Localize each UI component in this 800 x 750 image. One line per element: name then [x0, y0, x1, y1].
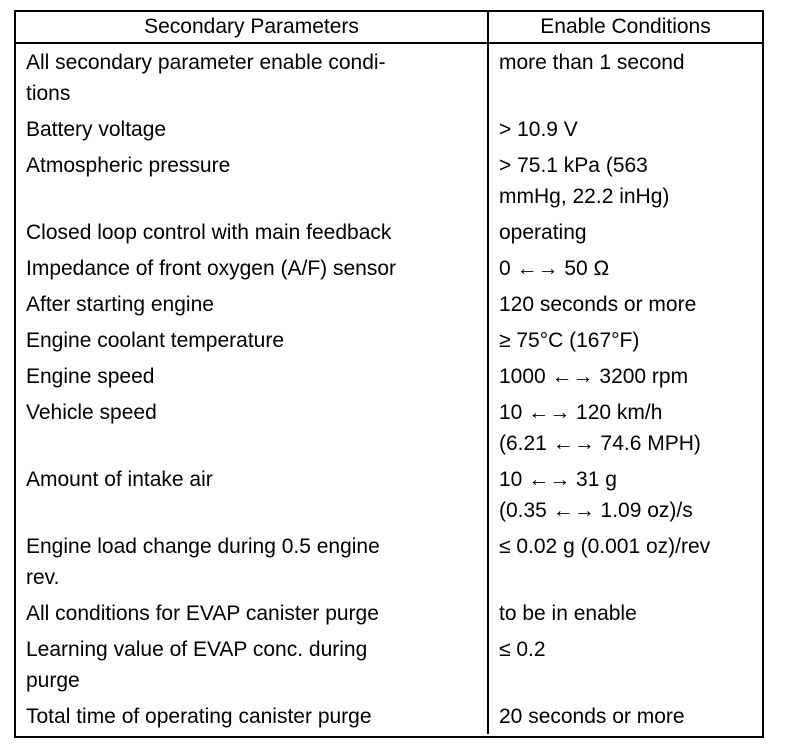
condition-text: more than 1 second [499, 51, 685, 74]
condition-cell [488, 461, 762, 528]
parameter-text: Impedance of front oxygen (A/F) sensor [26, 257, 397, 280]
condition-cell [488, 595, 762, 631]
parameter-text: Vehicle speed [26, 401, 157, 424]
parameter-cell [16, 698, 488, 734]
condition-cell [488, 698, 762, 734]
condition-text: ≤ 0.02 g (0.001 oz)/rev [499, 535, 711, 558]
table-body [16, 43, 762, 734]
condition-text: operating [499, 221, 587, 244]
condition-text: ≤ 0.2 [499, 638, 546, 661]
parameter-cell [16, 111, 488, 147]
parameter-cell [16, 322, 488, 358]
parameter-cell [16, 461, 488, 528]
table-row [16, 595, 762, 631]
table-row [16, 286, 762, 322]
condition-text: 20 seconds or more [499, 705, 685, 728]
condition-cell [488, 214, 762, 250]
table-row [16, 394, 762, 461]
table-row [16, 111, 762, 147]
parameter-text: Engine coolant temperature [26, 329, 284, 352]
table-row [16, 322, 762, 358]
parameter-text: purge [26, 669, 80, 692]
parameter-text: All conditions for EVAP canister purge [26, 602, 379, 625]
table-row [16, 147, 762, 214]
table-header-row [16, 12, 762, 43]
parameter-text: tions [26, 82, 71, 105]
enable-conditions-table [16, 12, 762, 734]
enable-conditions-table-frame [14, 10, 764, 738]
parameter-cell [16, 286, 488, 322]
condition-cell [488, 631, 762, 698]
condition-text: (0.35 ←→ 1.09 oz)/s [499, 499, 693, 522]
parameter-text: Closed loop control with main feedback [26, 221, 392, 244]
header-secondary-parameters: Secondary Parameters [16, 12, 488, 43]
parameter-text: Engine speed [26, 365, 155, 388]
table-row [16, 214, 762, 250]
parameter-cell [16, 250, 488, 286]
condition-text: 1000 ←→ 3200 rpm [499, 365, 689, 388]
condition-text: > 75.1 kPa (563 [499, 154, 648, 177]
table-row [16, 631, 762, 698]
parameter-cell [16, 394, 488, 461]
table-row [16, 43, 762, 111]
parameter-cell [16, 631, 488, 698]
parameter-text: All secondary parameter enable condi- [26, 51, 386, 74]
condition-cell [488, 322, 762, 358]
condition-text: mmHg, 22.2 inHg) [499, 185, 670, 208]
condition-cell [488, 250, 762, 286]
condition-text: 10 ←→ 120 km/h [499, 401, 663, 424]
parameter-text: rev. [26, 566, 60, 589]
parameter-cell [16, 214, 488, 250]
condition-text: to be in enable [499, 602, 637, 625]
table-row [16, 358, 762, 394]
parameter-text: Total time of operating canister purge [26, 705, 372, 728]
parameter-text: Learning value of EVAP conc. during [26, 638, 368, 661]
parameter-text: After starting engine [26, 293, 214, 316]
condition-cell [488, 147, 762, 214]
parameter-text: Amount of intake air [26, 468, 213, 491]
parameter-text: Atmospheric pressure [26, 154, 231, 177]
condition-text: 0 ←→ 50 Ω [499, 257, 610, 280]
parameter-cell [16, 358, 488, 394]
header-enable-conditions: Enable Conditions [488, 12, 762, 43]
condition-text: 120 seconds or more [499, 293, 697, 316]
parameter-cell [16, 595, 488, 631]
parameter-text: Engine load change during 0.5 engine [26, 535, 380, 558]
condition-text: (6.21 ←→ 74.6 MPH) [499, 432, 701, 455]
parameter-cell [16, 43, 488, 111]
table-row [16, 461, 762, 528]
parameter-cell [16, 528, 488, 595]
condition-cell [488, 394, 762, 461]
condition-cell [488, 358, 762, 394]
condition-cell [488, 43, 762, 111]
parameter-cell [16, 147, 488, 214]
condition-cell [488, 111, 762, 147]
condition-cell [488, 528, 762, 595]
condition-text: 10 ←→ 31 g [499, 468, 617, 491]
table-row [16, 250, 762, 286]
condition-text: ≥ 75°C (167°F) [499, 329, 640, 352]
condition-text: > 10.9 V [499, 118, 578, 141]
table-row [16, 698, 762, 734]
parameter-text: Battery voltage [26, 118, 167, 141]
table-row [16, 528, 762, 595]
condition-cell [488, 286, 762, 322]
